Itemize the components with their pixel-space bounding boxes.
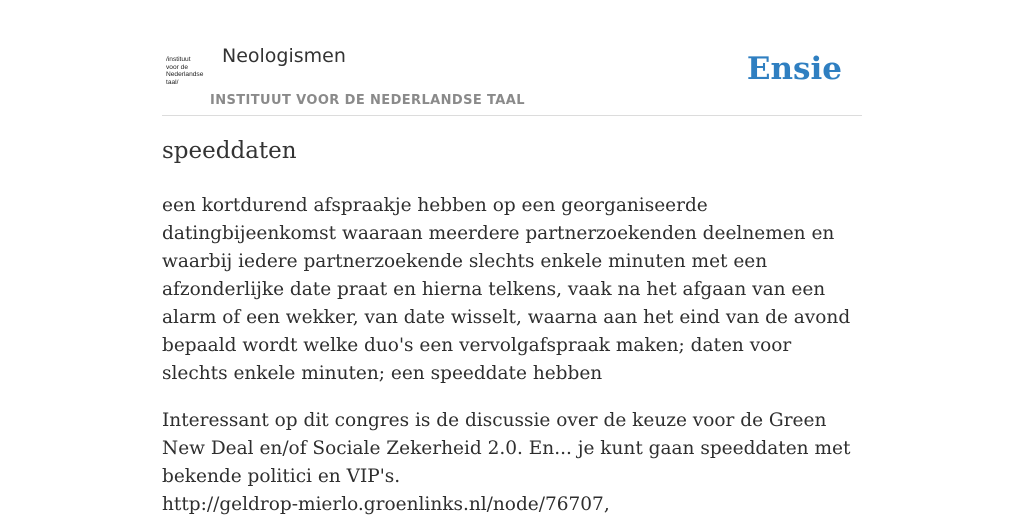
ivdnt-logo[interactable] [166,56,210,86]
ensie-brand-link[interactable]: Ensie [746,51,842,87]
quote-text: Interessant op dit congres is de discussie over de keuze voor de Green New Deal en/of Sociale Zekerheid 2.0. En... je kunt gaan speeddaten met bekende politici en VIP's. [162,410,851,487]
entry-headword: speeddaten [162,138,297,164]
logo-line: /instituut [166,56,191,63]
entry-definition: een kortdurend afspraakje hebben op een georganiseerde datingbijeenkomst waaraan meerdere partnerzoekenden deelnemen en waarbij iedere partnerzoekende slechts enkele minuten met een afzonderlijke date praat en hierna telkens, vaak na het afgaan van een alarm of een wekker, van date wisselt, waarna aan het eind van de avond bepaald wordt welke duo's een vervolgafspraak maken; daten voor slechts enkele minuten; een speeddate hebben [162,195,851,384]
organization-name: INSTITUUT VOOR DE NEDERLANDSE TAAL [210,93,525,108]
logo-line: Nederlandse [166,71,204,79]
source-link[interactable]: http://geldrop-mierlo.groenlinks.nl/node/76707, [162,494,610,515]
logo-line: taal/ [166,78,179,86]
example-quote [162,407,862,519]
site-title[interactable]: Neologismen [222,45,346,67]
header-divider [162,115,862,116]
logo-line: voor de [166,63,188,71]
